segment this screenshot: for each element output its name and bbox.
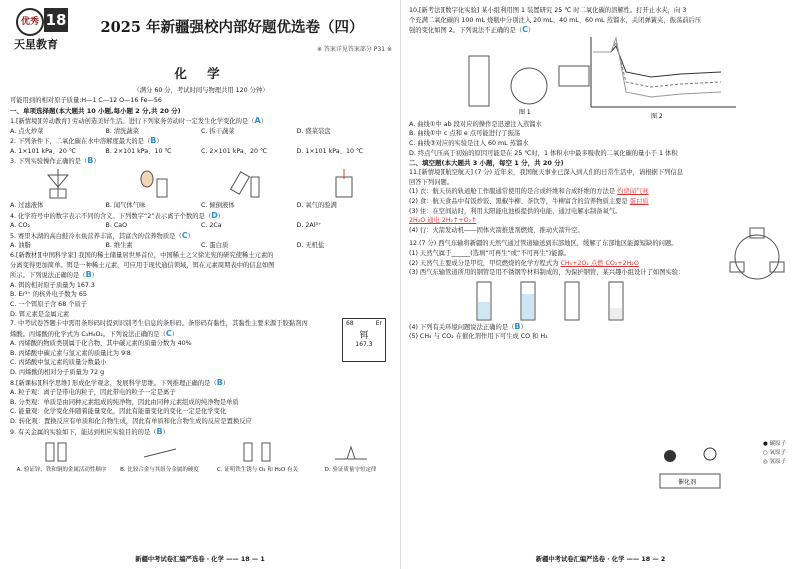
options-1: A. 点火炒菜 B. 清洗蔬菜 C. 拆干蔬菜 D. 盛菜装盘 xyxy=(10,127,331,135)
section-heading-2: 二、填空题(本大题共 3 小题，每空 1 分，共 20 分) xyxy=(409,159,564,168)
question-1: 1.[新情境][劳动教育] 劳动创造美好生活。进行下列家务劳动时一定发生化学变化的是（A） xyxy=(10,116,268,125)
footer-left: 新疆中考试卷汇编严选卷 · 化学 —— 18 — 1 xyxy=(135,556,265,563)
oxygen-figure xyxy=(324,169,364,199)
option-10b: B. 曲线①中 c 点和 e 点可能进行了振荡 xyxy=(409,130,521,138)
question-7: 7. 中考试卷答题卡中需用条形码时提到识别考生信息的条形码。条形码有黏性，其黏性主要来源于胶黏剂丙 烯酸。丙烯酸的化学式为 C₃H₄O₂。下列说法正确的是（C） A. 丙烯酸的物质类别属于化合物，其中碳元素的质量分数为 40% B. 丙烯酸中碳元素与氢元素的质量比为 9∶8 C. 丙烯酸中氢元素的质量分数最小 D. 丙烯酸的相对分子质量为 72 g xyxy=(10,320,308,377)
section-heading: 一、单项选择题(本大题共 10 小题,每小题 2 分,共 20 分) xyxy=(10,107,181,115)
catalyst-figure xyxy=(640,436,770,496)
brand-name: 天星教育 xyxy=(14,38,58,51)
footer-right: 新疆中考试卷汇编严选卷 · 化学 —— 18 — 2 xyxy=(535,556,666,563)
space-station-figure xyxy=(722,222,792,292)
atom-legend: ● 碳原子 ○ 氧原子 ◎ 氢原子 xyxy=(762,441,786,465)
page-title: 2025 年新疆强校内部好题优选卷（四） xyxy=(100,19,364,36)
right-page xyxy=(400,0,800,569)
question-12: 12.(7 分) 西气东输将新疆的天然气通过管道输送到东部地区，缓解了东部地区能源短缺的问题。 (1) 天然气属于______(选填“可再生”或“不可再生”)能源。 (2) 天然气主要成分是甲烷，甲烷燃烧的化学方程式为 CH₄+2O₂ 点燃 CO₂+2H₂O (3) 西气东输管道所用的钢管是用不锈钢等材料制成的，为保护钢管，某兴趣小组设计了如图实验： xyxy=(409,240,685,277)
svg-text:催化剂: 催化剂 xyxy=(678,479,697,486)
question-3: 3. 下列实验操作正确的是（B） xyxy=(10,156,100,166)
logo xyxy=(10,6,72,52)
pour-figure xyxy=(229,169,269,199)
options-5: A. 油脂 B. 维生素 C. 蛋白质 D. 无机盐 xyxy=(10,242,325,250)
option-10c: C. 曲线③对应的实验是注入 60 mL 蒸馏水 xyxy=(409,139,529,147)
question-5: 5. 赛里木湖的高白鲑冷水鱼营养丰富，其富含的营养物质是（C） xyxy=(10,230,194,240)
options-4: A. CO₂ B. CaO C. 2Ca D. 2Al³⁺ xyxy=(10,222,322,230)
option-10a: A. 曲线①中 ab 段对应的操作是迅速注入蒸馏水 xyxy=(409,120,542,128)
options-3: A. 过滤液体 B. 闻气体气味 C. 倾倒液体 D. 氧气的验满 xyxy=(10,201,337,209)
subject-title: 化 学 xyxy=(174,66,228,81)
logo-badge: 优秀 xyxy=(16,8,44,36)
question-12-5: (5) CH₄ 与 CO₂ 在催化剂作用下可生成 CO 和 H₂ xyxy=(409,333,548,341)
fig9-b: B. 比较合金与其组分金属的硬度 xyxy=(120,439,200,473)
option-10d: D. 终点气压高于初始的原因可能是在 25 ℃时，1 体积水中最多吸收的二氧化碳的量小于 1 体积 xyxy=(409,149,678,157)
question-11: 11.[新情境][航空航天] (7 分) 近年来，我国航天事业已深入到人们的日常生活中，请根据下列信息 回答下列问题。 (1) 衣：航天员的轨道舱工作服通常使用的是合成纤维和合成纤维的方法是 灼烧闻气味 (2) 食：航天食品中有饭炒饭、黑椒牛柳、茶饮等，牛柳富含的营养物质主要是 蛋白质 (3) 住：在空间站时，利用太阳能电池板提供的电能，通过电解水制备氧气。 2H₂O 通电 2H₂↑+O₂↑ (4) 行：火箭发动机——固体火箭推进剂燃烧，推动火箭升空。 xyxy=(409,169,684,234)
paper-number: 18 xyxy=(44,8,68,32)
question-9: 9. 有关金属的实验如下，能达到相应实验目的的是（B） xyxy=(10,426,169,436)
question-4: 4. 化学符号中的数字表示不同的含义。下列数字“2”表示离子个数的是（D） xyxy=(10,210,225,220)
question-12-4: (4) 下列有关环境问题说法正确的是（B） xyxy=(409,321,527,331)
svg-text:图 1: 图 1 xyxy=(519,108,531,116)
figures-3 xyxy=(10,169,392,199)
exam-info: （满分 60 分，考试时间与物理共用 120 分钟） xyxy=(133,87,269,94)
fig9-c: C. 证明铁生锈与 O₂ 和 H₂O 有关 xyxy=(213,439,303,473)
svg-text:图 2: 图 2 xyxy=(651,113,663,120)
page-header xyxy=(10,6,392,58)
pressure-graph xyxy=(571,32,741,120)
answer-reference: ※ 答案详见答案部分 P31 ※ xyxy=(316,46,392,53)
question-6: 6.[新教材][中国科学家] 我国的稀土储量居世界首位，中国稀土之父徐光宪的研究使稀土元素的 分离变得更加简单。铒是一种稀土元素，可应用于现代通信领域，铒在元素周期表中的信息如图 所示。下列说法正确的是（B） A. 铒的相对原子质量为 167.3 B. Er³⁺ 的核外电子数为 65 C. 一个铒原子含 68 个质子 D. 铒元素是金属元素 xyxy=(10,251,275,318)
question-2: 2. 下列条件下，二氧化碳在水中溶解度最大的是（B） xyxy=(10,136,163,146)
question-10: 10.[新考法][数字化实验] 某小组利用图 1 装置研究 25 ℃ 时二氧化碳的溶解性。打开止水夹，向 3 个充满二氧化碳的 100 mL 烧瓶中分别注入 20 mL、40 mL、60 mL 蒸馏水，关闭弹簧夹，振荡前后压 强的变化如图 2。下列说法不正确的是（C） xyxy=(409,7,702,35)
fig9-a: A. 验证锌、铁和铜的金属活动性顺序 xyxy=(17,439,107,473)
figures-9 xyxy=(10,439,392,473)
smell-figure xyxy=(133,169,173,199)
atomic-masses: 可能用到的相对原子质量:H—1 C—12 O—16 Fe—56 xyxy=(10,97,162,104)
question-8: 8.[新课标][科学思维] 形成化学观念，发展科学思维。下列推理正确的是（B） A. 粒子观：离子是带电的粒子，因此带电的粒子一定是离子 B. 分类观：单质是由同种元素组成的纯净物，因此由同种元素组成的纯净物是单质 C. 能量观：化学变化伴随着能量变化，因此有能量变化的变化一定是化学变化 D. 转化观：置换反应有单质和化合物生成，因此有单质和化合物生成的反应是置换反应 xyxy=(10,377,252,426)
options-2: A. 1×101 kPa、20 ℃ B. 2×101 kPa、10 ℃ C. 2×101 kPa、20 ℃ D. 1×101 kPa、10 ℃ xyxy=(10,147,364,155)
filter-figure xyxy=(38,169,78,199)
element-card: 68 Er 铒 167.3 xyxy=(342,318,386,362)
fig9-d: D. 验证质量守恒定律 xyxy=(316,439,386,473)
